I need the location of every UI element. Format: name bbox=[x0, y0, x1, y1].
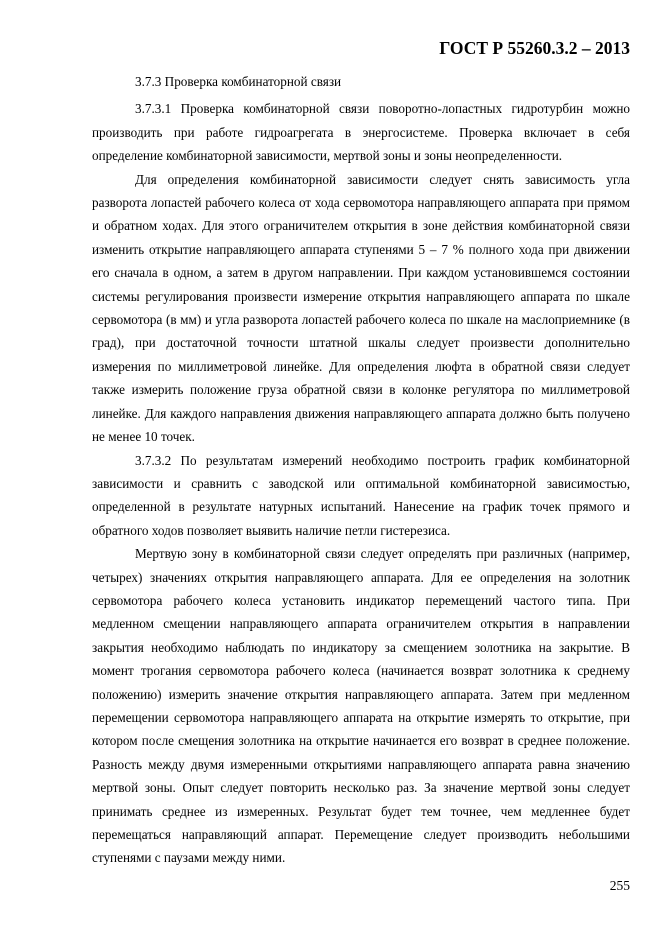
paragraph: 3.7.3.1 Проверка комбинаторной связи поворотно-лопастных гидротурбин можно производить при работе гидроагрегата в энергосистеме. Проверка включает в себя определение комбинаторной зависимости, мертвой зоны и зоны неопределенности. bbox=[92, 101, 630, 164]
document-header: ГОСТ Р 55260.3.2 – 2013 bbox=[439, 38, 630, 58]
paragraph: Мертвую зону в комбинаторной связи следует определять при различных (например, четырех) значениях открытия направляющего аппарата. Для ее определения на золотник сервомотора рабочего колеса установить индикатор перемещений частого типа. При медленном смещении направляющего аппарата ограничителем открытия в направлении закрытия необходимо наблюдать по индикатору за смещением золотника на закрытие. В момент трогания сервомотора рабочего колеса (начинается возврат золотника к среднему положению) измерить значение открытия направляющего аппарата. Затем при медленном перемещении сервомотора направляющего аппарата на открытие измерять то открытие, при котором после смещения золотника на открытие начинается его возврат в среднее положение. Разность между двумя измеренными открытиями направляющего аппарата равна значению мертвой зоны. Опыт следует повторить несколько раз. За значение мертвой зоны следует принимать среднее из измеренных. Результат будет тем точнее, чем медленнее будет перемещаться направляющий аппарат. Перемещение следует производить небольшими ступенями с паузами между ними. bbox=[92, 546, 630, 866]
page-number: 255 bbox=[609, 878, 630, 893]
paragraph: Для определения комбинаторной зависимости следует снять зависимость угла разворота лопастей рабочего колеса от хода сервомотора направляющего аппарата при прямом и обратном ходах. Для этого ограничителем открытия в зоне действия комбинаторной связи изменить открытие направляющего аппарата ступенями 5 – 7 % полного хода при движении его сначала в одном, а затем в другом направлении. При каждом установившемся состоянии системы регулирования произвести измерение открытия направляющего аппарата по шкале сервомотора (в мм) и угла разворота лопастей рабочего колеса по шкале на маслоприемнике (в град), при достаточной точности штатной шкалы следует произвести дополнительно измерения по миллиметровой линейке. Для определения люфта в обратной связи следует также измерить положение груза обратной связи в колонке регулятора по миллиметровой линейке. Для каждого направления движения направляющего аппарата должно быть получено не менее 10 точек. bbox=[92, 171, 630, 445]
paragraph: 3.7.3.2 По результатам измерений необходимо построить график комбинаторной зависимости и сравнить с заводской или оптимальной комбинаторной зависимостью, определенной в результате натурных испытаний. Нанесение на график точек прямого и обратного ходов позволяет выявить наличие петли гистерезиса. bbox=[92, 452, 630, 538]
section-heading: 3.7.3 Проверка комбинаторной связи bbox=[135, 74, 342, 89]
page-body bbox=[92, 70, 630, 870]
